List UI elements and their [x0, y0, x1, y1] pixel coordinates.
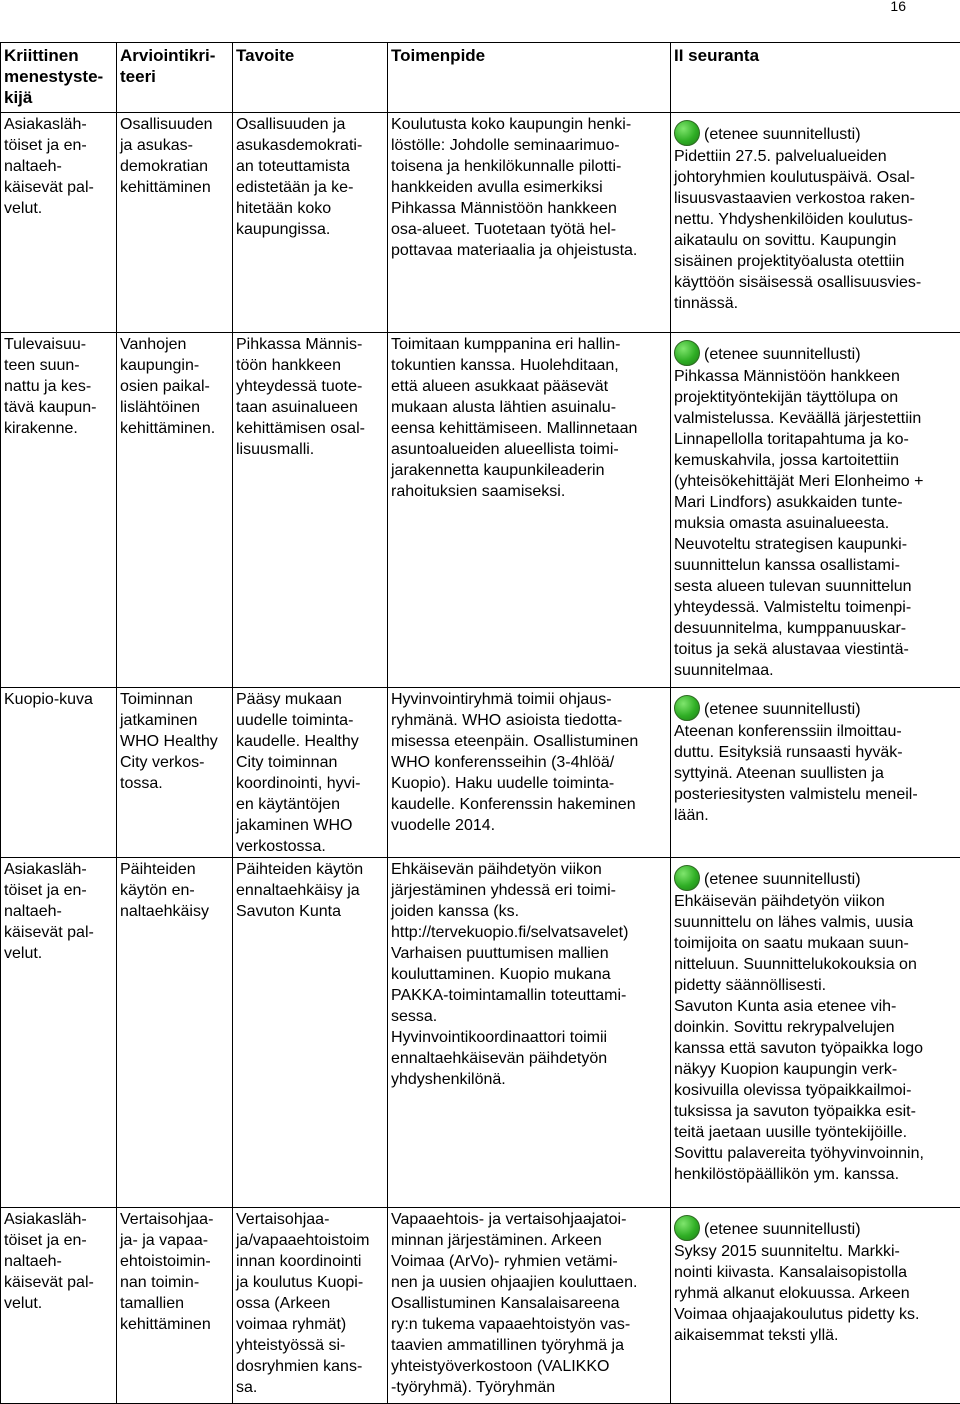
cell-action: Ehkäisevän päihdetyön viikon järjestäminen yhdessä eri toimi- joiden kanssa (ks. http://tervekuopio.fi/selvatsavelet) Varhaisen puuttumisen mallien kouluttaminen. Kuopio mukana PAKKA-toimintamallin toteuttami- sessa. Hyvinvointikoordinaattori toimii ennaltaehkäisevän päihdetyön yhdyshenkilönä. — [388, 858, 671, 1208]
table-row — [1, 1208, 960, 1404]
page-number: 16 — [890, 0, 906, 14]
cell-goal: Päihteiden käytön ennaltaehkäisy ja Savuton Kunta — [233, 858, 388, 1208]
status-indicator — [674, 695, 957, 721]
cell-success-factor: Asiakasläh- töiset ja en- naltaeh- käisevät pal- velut. — [1, 858, 117, 1208]
green-status-dot-icon — [674, 340, 700, 366]
cell-success-factor: Asiakasläh- töiset ja en- naltaeh- käisevät pal- velut. — [1, 1208, 117, 1404]
header-row — [1, 43, 960, 113]
green-status-dot-icon — [674, 865, 700, 891]
header-criterion: Arviointikri- teeri — [117, 43, 233, 113]
cell-goal: Vertaisohjaa- ja/vapaaehtoistoim innan koordinointi ja koulutus Kuopi- ossa (Arkeen voimaa ryhmät) yhteistyössä si- dosryhmien kans- sa. — [233, 1208, 388, 1404]
green-status-dot-icon — [674, 695, 700, 721]
cell-followup: (etenee suunnitellusti) Ateenan konferenssiin ilmoittau- duttu. Esityksiä runsaasti hyväk- syttyinä. Ateenan suullisten ja posteriesitysten valmistelu meneil- lään. — [671, 688, 960, 858]
cell-action: Hyvinvointiryhmä toimii ohjaus- ryhmänä. WHO asioista tiedotta- misessa eteenpäin. Osallistuminen WHO konferensseihin (3-4hlöä/ Kuopio). Haku uudelle toiminta- kaudelle. Konferenssin hakeminen vuodelle 2014. — [388, 688, 671, 858]
status-label: (etenee suunnitellusti) — [704, 340, 861, 365]
table-row — [1, 858, 960, 1208]
header-success-factor: Kriittinen menestyste- kijä — [1, 43, 117, 113]
cell-action: Vapaaehtois- ja vertaisohjaajatoi- minnan järjestäminen. Arkeen Voimaa (ArVo)- ryhmien vetämi- nen ja uusien ohjaajien kouluttaen. Osallistuminen Kansalaisareena ry:n tukema vapaaehtoistyön vas- taavien ammatillinen työryhmä ja yhteistyöverkostoon (VALIKKO -työryhmä). Työryhmän — [388, 1208, 671, 1404]
status-label: (etenee suunnitellusti) — [704, 120, 861, 145]
cell-action: Toimitaan kumppanina eri hallin- tokuntien kanssa. Huolehditaan, että alueen asukkaat pääsevät mukaan alusta lähtien asuinalu- eensa kehittämiseen. Mallinnetaan asuntoalueiden alueellista toimi- jarakennetta kaupunkileaderin rahoituksien saamiseksi. — [388, 333, 671, 688]
cell-followup: (etenee suunnitellusti) Pidettiin 27.5. palvelualueiden johtoryhmien koulutuspäivä. Osal- lisuusvastaavien verkostoa raken- nettu. Yhdyshenkilöiden koulutus- aikataulu on sovittu. Kaupungin sisäinen projektityöalusta otettiin käyttöön sisäisessä osallisuusvies- tinnässä. — [671, 113, 960, 333]
status-indicator — [674, 1215, 957, 1241]
green-status-dot-icon — [674, 120, 700, 146]
cell-action: Koulutusta koko kaupungin henki- löstölle: Johdolle seminaarimuo- toisena ja henkilökunnalle pilotti- hankkeiden avulla esimerkiksi Pihkassa Männistöön hankkeen osa-alueet. Tuotetaan työtä hel- pottavaa materiaalia ja ohjeistusta. — [388, 113, 671, 333]
cell-criterion: Vertaisohjaa- ja- ja vapaa- ehtoistoimin- nan toimin- tamallien kehittäminen — [117, 1208, 233, 1404]
table-row — [1, 688, 960, 858]
cell-followup: (etenee suunnitellusti) Pihkassa Männistöön hankkeen projektityöntekijän täyttölupa on valmistelussa. Keväällä järjestettiin Linnapellolla toritapahtuma ja ko- kemuskahvila, jossa kartoitettiin (yhteisökehittäjät Meri Elonheimo + Mari Lindfors) asukkaiden tunte- muksia omasta asuinalueesta. Neuvoteltu strategisen kaupunki- suunnittelun kanssa osallistami- sesta alueen tulevan suunnittelun yhteydessä. Valmisteltu toimenpi- desuunnitelma, kumppanuuskar- toitus ja sekä alustavaa viestintä- suunnitelmaa. — [671, 333, 960, 688]
cell-followup: (etenee suunnitellusti) Syksy 2015 suunniteltu. Markki- nointi kiivasta. Kansalaisopistolla ryhmä alkanut elokuussa. Arkeen Voimaa ohjaajakoulutus pidetty ks. aikaisemmat teksti yllä. — [671, 1208, 960, 1404]
status-label: (etenee suunnitellusti) — [704, 695, 861, 720]
header-followup: II seuranta — [671, 43, 960, 113]
cell-criterion: Päihteiden käytön en- naltaehkäisy — [117, 858, 233, 1208]
table-row — [1, 113, 960, 333]
followup-table — [0, 42, 960, 1404]
cell-goal: Pääsy mukaan uudelle toiminta- kaudelle. Healthy City toiminnan koordinointi, hyvi- en käytäntöjen jakaminen WHO verkostossa. — [233, 688, 388, 858]
status-label: (etenee suunnitellusti) — [704, 865, 861, 890]
status-indicator — [674, 120, 957, 146]
cell-criterion: Vanhojen kaupungin- osien paikal- lislähtöinen kehittäminen. — [117, 333, 233, 688]
green-status-dot-icon — [674, 1215, 700, 1241]
table-row — [1, 333, 960, 688]
header-action: Toimenpide — [388, 43, 671, 113]
cell-criterion: Osallisuuden ja asukas- demokratian kehittäminen — [117, 113, 233, 333]
cell-success-factor: Tulevaisuu- teen suun- nattu ja kes- tävä kaupun- kirakenne. — [1, 333, 117, 688]
cell-followup: (etenee suunnitellusti) Ehkäisevän päihdetyön viikon suunnittelu on lähes valmis, uusia toimijoita on saatu mukaan suun- nitteluun. Suunnittelukokouksia on pidetty säännöllisesti. Savuton Kunta asia etenee vih- doinkin. Sovittu rekrypalvelujen kanssa että savuton työpaikka logo näkyy Kuopion kaupungin verk- kosivuilla olevissa työpaikkailmoi- tuksissa ja savuton työpaikka esit- teitä jaetaan uusille työntekijöille. Sovittu palavereita työhyvinvoinnin, henkilöstöpäällikön ym. kanssa. — [671, 858, 960, 1208]
header-goal: Tavoite — [233, 43, 388, 113]
cell-goal: Osallisuuden ja asukasdemokrati- an toteuttamista edistetään ja ke- hitetään koko kaupungissa. — [233, 113, 388, 333]
cell-goal: Pihkassa Männis- töön hankkeen yhteydessä tuote- taan asuinalueen kehittämisen osal- lisuusmalli. — [233, 333, 388, 688]
cell-success-factor: Kuopio-kuva — [1, 688, 117, 858]
status-label: (etenee suunnitellusti) — [704, 1215, 861, 1240]
cell-success-factor: Asiakasläh- töiset ja en- naltaeh- käisevät pal- velut. — [1, 113, 117, 333]
status-indicator — [674, 340, 957, 366]
status-indicator — [674, 865, 957, 891]
cell-criterion: Toiminnan jatkaminen WHO Healthy City verkos- tossa. — [117, 688, 233, 858]
